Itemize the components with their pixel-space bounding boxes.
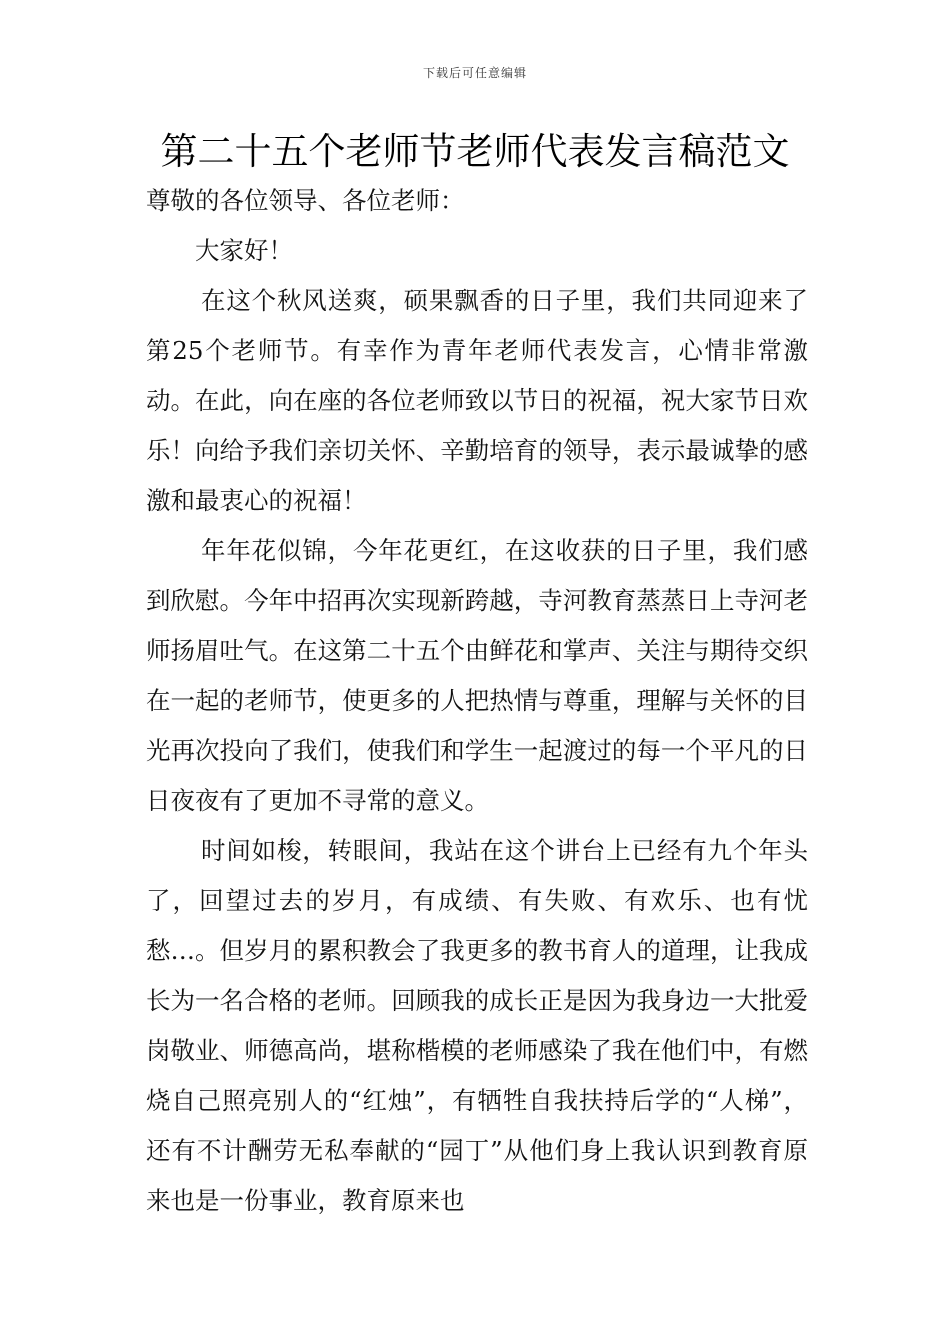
paragraph-2: 年年花似锦，今年花更红，在这收获的日子里，我们感到欣慰。今年中招再次实现新跨越，寺河教育蒸蒸日上寺河老师扬眉吐气。在这第二十五个由鲜花和掌声、关注与期待交织在一起的老师节，使更多的人把热情与尊重，理解与关怀的目光再次投向了我们，使我们和学生一起渡过的每一个平凡的日日夜夜有了更加不寻常的意义。 xyxy=(146,536,808,815)
salutation: 尊敬的各位领导、各位老师： xyxy=(146,186,465,215)
paragraph-1: 在这个秋风送爽，硕果飘香的日子里，我们共同迎来了第25个老师节。有幸作为青年老师代表发言，心情非常激动。在此，向在座的各位老师致以节日的祝福，祝大家节日欢乐！向给予我们亲切关怀、辛勤培育的领导，表示最诚挚的感激和最衷心的祝福！ xyxy=(146,286,808,515)
document-body xyxy=(146,176,808,1226)
document-title: 第二十五个老师节老师代表发言稿范文 xyxy=(160,130,790,173)
greeting: 大家好！ xyxy=(195,236,293,265)
header-note: 下载后可任意编辑 xyxy=(422,66,527,80)
paragraph-3: 时间如梭，转眼间，我站在这个讲台上已经有九个年头了，回望过去的岁月，有成绩、有失败、有欢乐、也有忧愁…。但岁月的累积教会了我更多的教书育人的道理，让我成长为一名合格的老师。回顾我的成长正是因为我身边一大批爱岗敬业、师德高尚，堪称楷模的老师感染了我在他们中，有燃烧自己照亮别人的“红烛”，有牺牲自我扶持后学的“人梯”，还有不计酬劳无私奉献的“园丁”从他们身上我认识到教育原来也是一份事业，教育原来也 xyxy=(146,836,808,1215)
